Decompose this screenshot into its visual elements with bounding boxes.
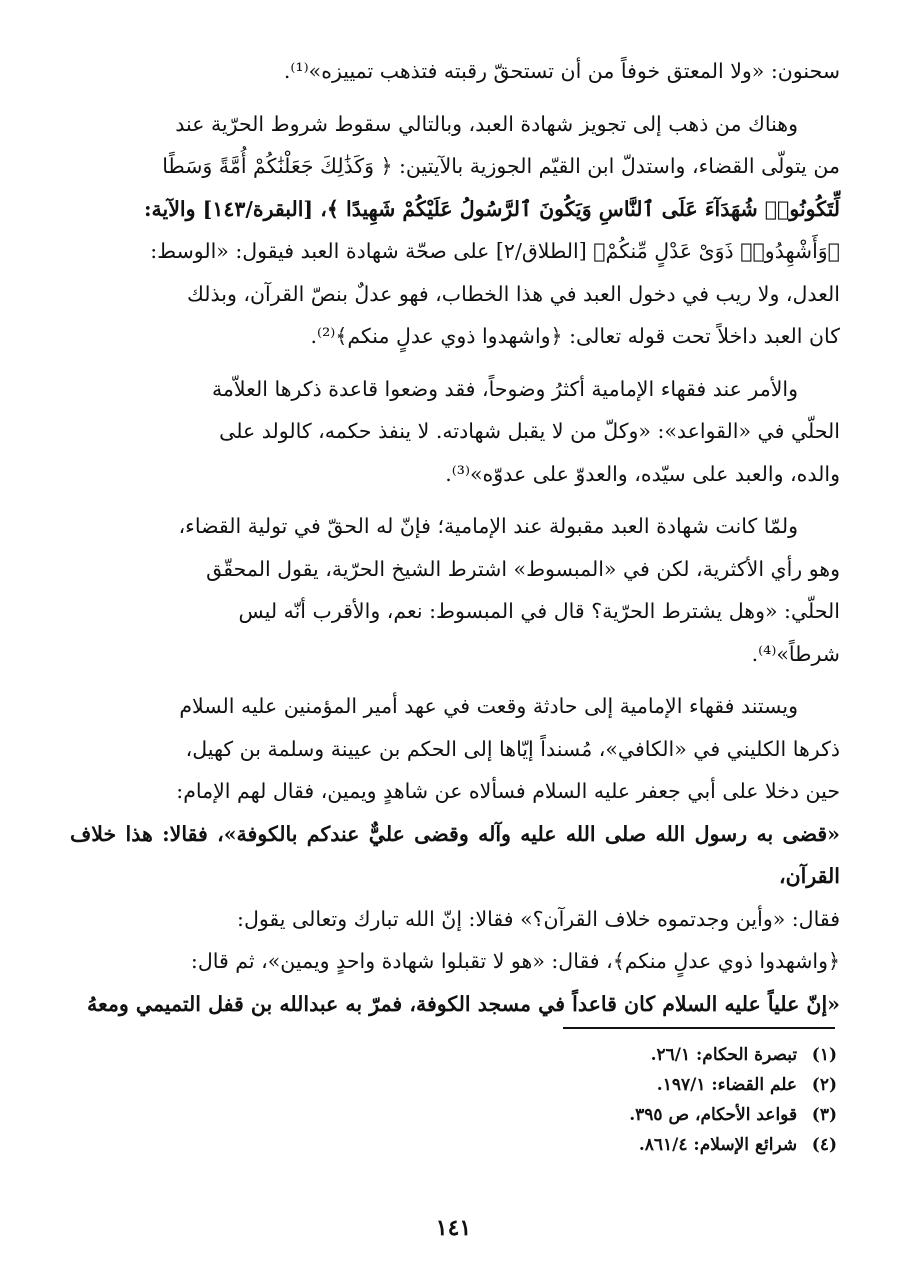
footnote-1: [437, 1040, 837, 1070]
paragraph-1: [70, 103, 840, 358]
footnote-number: (١): [811, 1045, 837, 1065]
quran-verse-line: لِّتَكُونُوا۟ شُهَدَآءَ عَلَى ٱلنَّاسِ وَيَكُونَ ٱلرَّسُولُ عَلَيْكُمْ شَهِيدًا ﴾، [البقرة/١٤٣] والآية:: [143, 196, 840, 221]
footnote-text: تبصرة الحكام: ٢٦/١.: [650, 1045, 798, 1065]
text-line: شرطاً»⁽⁴⁾.: [751, 641, 840, 666]
footnote-number: (٢): [811, 1075, 837, 1095]
text-line: من يتولّى القضاء، واستدلّ ابن القيّم الجوزية بالآيتين: ﴿ وَكَذَٰلِكَ جَعَلْنَٰكُمْ أُمَّةً وَسَطًا: [162, 154, 840, 178]
footnote-text: قواعد الأحكام، ص ٣٩٥.: [629, 1105, 798, 1125]
text-line: والأمر عند فقهاء الإمامية أكثرُ وضوحاً، فقد وضعوا قاعدة ذكرها العلاّمة: [211, 376, 798, 401]
text-line: والده، والعبد على سيّده، والعدوّ على عدوّه»⁽³⁾.: [445, 461, 840, 486]
text-line: «إنّ علياً عليه السلام كان قاعداً في مسجد الكوفة، فمرّ به عبدالله بن قفل التميمي ومعهُ: [86, 991, 840, 1016]
text-line: الحلّي: «وهل يشترط الحرّية؟ قال في المبسوط: نعم، والأقرب أنّه ليس: [238, 599, 840, 623]
text-line: «قضى به رسول الله صلى الله عليه وآله وقضى عليٌّ عندكم بالكوفة»، فقالا: هذا خلاف القرآن،: [70, 821, 840, 888]
paragraph-0: [70, 50, 840, 93]
text-line: سحنون: «ولا المعتق خوفاً من أن تستحقّ رقبته فتذهب تمييزه»⁽¹⁾.: [283, 59, 840, 83]
paragraph-2: [70, 368, 840, 496]
text-line: وهو رأي الأكثرية، لكن في «المبسوط» اشترط الشيخ الحرّية، يقول المحقّق: [206, 556, 840, 581]
text-line: ﴿وَأَشْهِدُوا۟ ذَوَىْ عَدْلٍ مِّنكُمْ﴾ [الطلاق/٢] على صحّة شهادة العبد فيقول: «الوسط:: [150, 239, 840, 263]
footnote-text: شرائع الإسلام: ٨٦١/٤.: [638, 1135, 798, 1155]
text-line: الحلّي في «القواعد»: «وكلّ من لا يقبل شهادته. لا ينفذ حكمه، كالولد على: [219, 419, 840, 443]
footnotes: [437, 1040, 837, 1160]
text-line: فقال: «وأين وجدتموه خلاف القرآن؟» فقالا: إنّ الله تبارك وتعالى يقول:: [237, 906, 840, 931]
text-line: كان العبد داخلاً تحت قوله تعالى: ﴿واشهدوا ذوي عدلٍ منكم﴾⁽²⁾.: [310, 324, 840, 348]
text-line: حين دخلا على أبي جعفر عليه السلام فسألاه عن شاهدٍ ويمين، فقال لهم الإمام:: [176, 779, 840, 803]
text-line: وهناك من ذهب إلى تجويز شهادة العبد، وبالتالي سقوط شروط الحرّية عند: [175, 111, 798, 136]
footnote-number: (٣): [811, 1105, 837, 1125]
text-line: العدل، ولا ريب في دخول العبد في هذا الخطاب، فهو عدلٌ بنصّ القرآن، وبذلك: [186, 281, 840, 306]
footnote-text: علم القضاء: ١٩٧/١.: [656, 1075, 798, 1095]
footnote-2: [437, 1070, 837, 1100]
footnote-4: [437, 1130, 837, 1160]
paragraph-4: [70, 685, 840, 1025]
footnote-3: [437, 1100, 837, 1130]
footnote-number: (٤): [811, 1135, 837, 1155]
footnote-divider: [563, 1027, 835, 1029]
text-line: ذكرها الكليني في «الكافي»، مُسنداً إيّاها إلى الحكم بن عيينة وسلمة بن كهيل،: [185, 736, 840, 761]
paragraph-3: [70, 505, 840, 675]
page-body: [70, 50, 840, 1035]
text-line: ويستند فقهاء الإمامية إلى حادثة وقعت في عهد أمير المؤمنين عليه السلام: [179, 694, 798, 718]
text-line: ولمّا كانت شهادة العبد مقبولة عند الإمامية؛ فإنّ له الحقّ في تولية القضاء،: [178, 514, 798, 538]
page-number: ١٤١: [435, 1215, 472, 1241]
text-line: ﴿واشهدوا ذوي عدلٍ منكم﴾، فقال: «هو لا تقبلوا شهادة واحدٍ ويمين»، ثم قال:: [190, 949, 840, 973]
